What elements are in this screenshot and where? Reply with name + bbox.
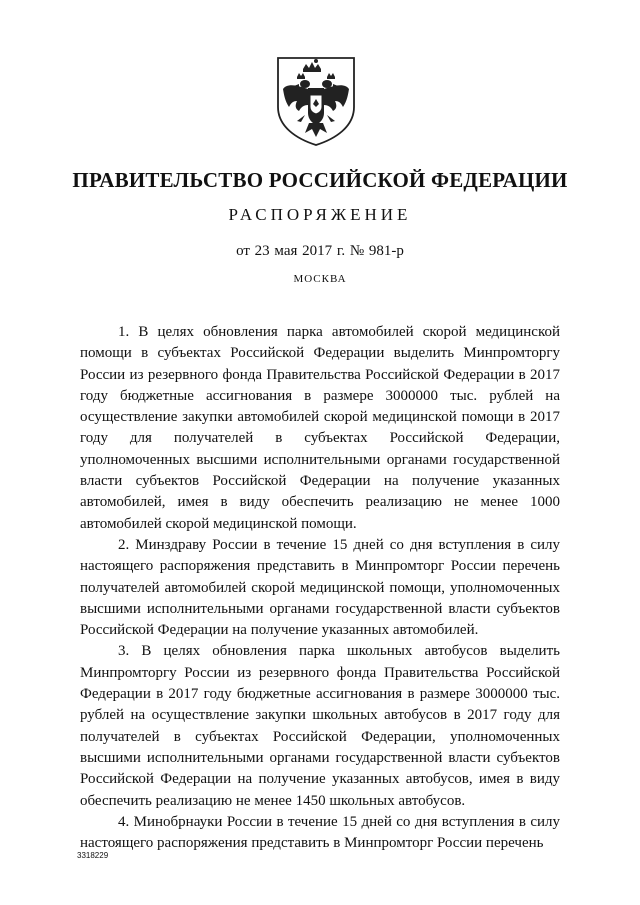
document-code: 3318229 — [77, 851, 109, 860]
paragraph-1: 1. В целях обновления парка автомобилей скорой медицинской помощи в субъектах Российской Федерации выделить Минпромторгу России из резервного фонда Правительства Российской Федерации в 2017 году бюджетные ассигнования в размере 3000000 тыс. рублей на осуществление закупки автомобилей скорой медицинской помощи в 2017 году для получателей в субъектах Российской Федерации, уполномоченных высшими исполнительными органами государственной власти субъектов Российской Федерации на получение указанных автомобилей, имея в виду обеспечить реализацию не менее 1000 автомобилей скорой медицинской помощи. — [80, 324, 560, 532]
paragraph-2: 2. Минздраву России в течение 15 дней со дня вступления в силу настоящего распоряжения представить в Минпромторг России перечень получателей автомобилей скорой медицинской помощи, уполномоченных высшими исполнительными органами государственной власти субъектов Российской Федерации на получение указанных автомобилей. — [80, 536, 560, 639]
paragraph-4: 4. Минобрнауки России в течение 15 дней со дня вступления в силу настоящего распоряжения представить в Минпромторг России перечень — [80, 813, 560, 852]
government-title: ПРАВИТЕЛЬСТВО РОССИЙСКОЙ ФЕДЕРАЦИИ — [72, 168, 568, 192]
paragraph-3: 3. В целях обновления парка школьных автобусов выделить Минпромторгу России из резервного фонда Правительства Российской Федерации в 2017 году бюджетные ассигнования в размере 3000000 тыс. рублей на осуществление закупки школьных автобусов в 2017 году для получателей в субъектах Российской Федерации, уполномоченных высшими исполнительными органами государственной власти субъектов Российской Федерации на получение указанных автобусов, имея в виду обеспечить реализацию не менее 1450 школьных автобусов. — [80, 643, 560, 809]
russian-coat-of-arms-icon — [275, 55, 357, 147]
document-date-number: от 23 мая 2017 г. № 981-р — [236, 243, 404, 259]
document-type: РАСПОРЯЖЕНИЕ — [228, 205, 412, 224]
document-body — [80, 322, 560, 854]
document-city: МОСКВА — [293, 273, 347, 285]
